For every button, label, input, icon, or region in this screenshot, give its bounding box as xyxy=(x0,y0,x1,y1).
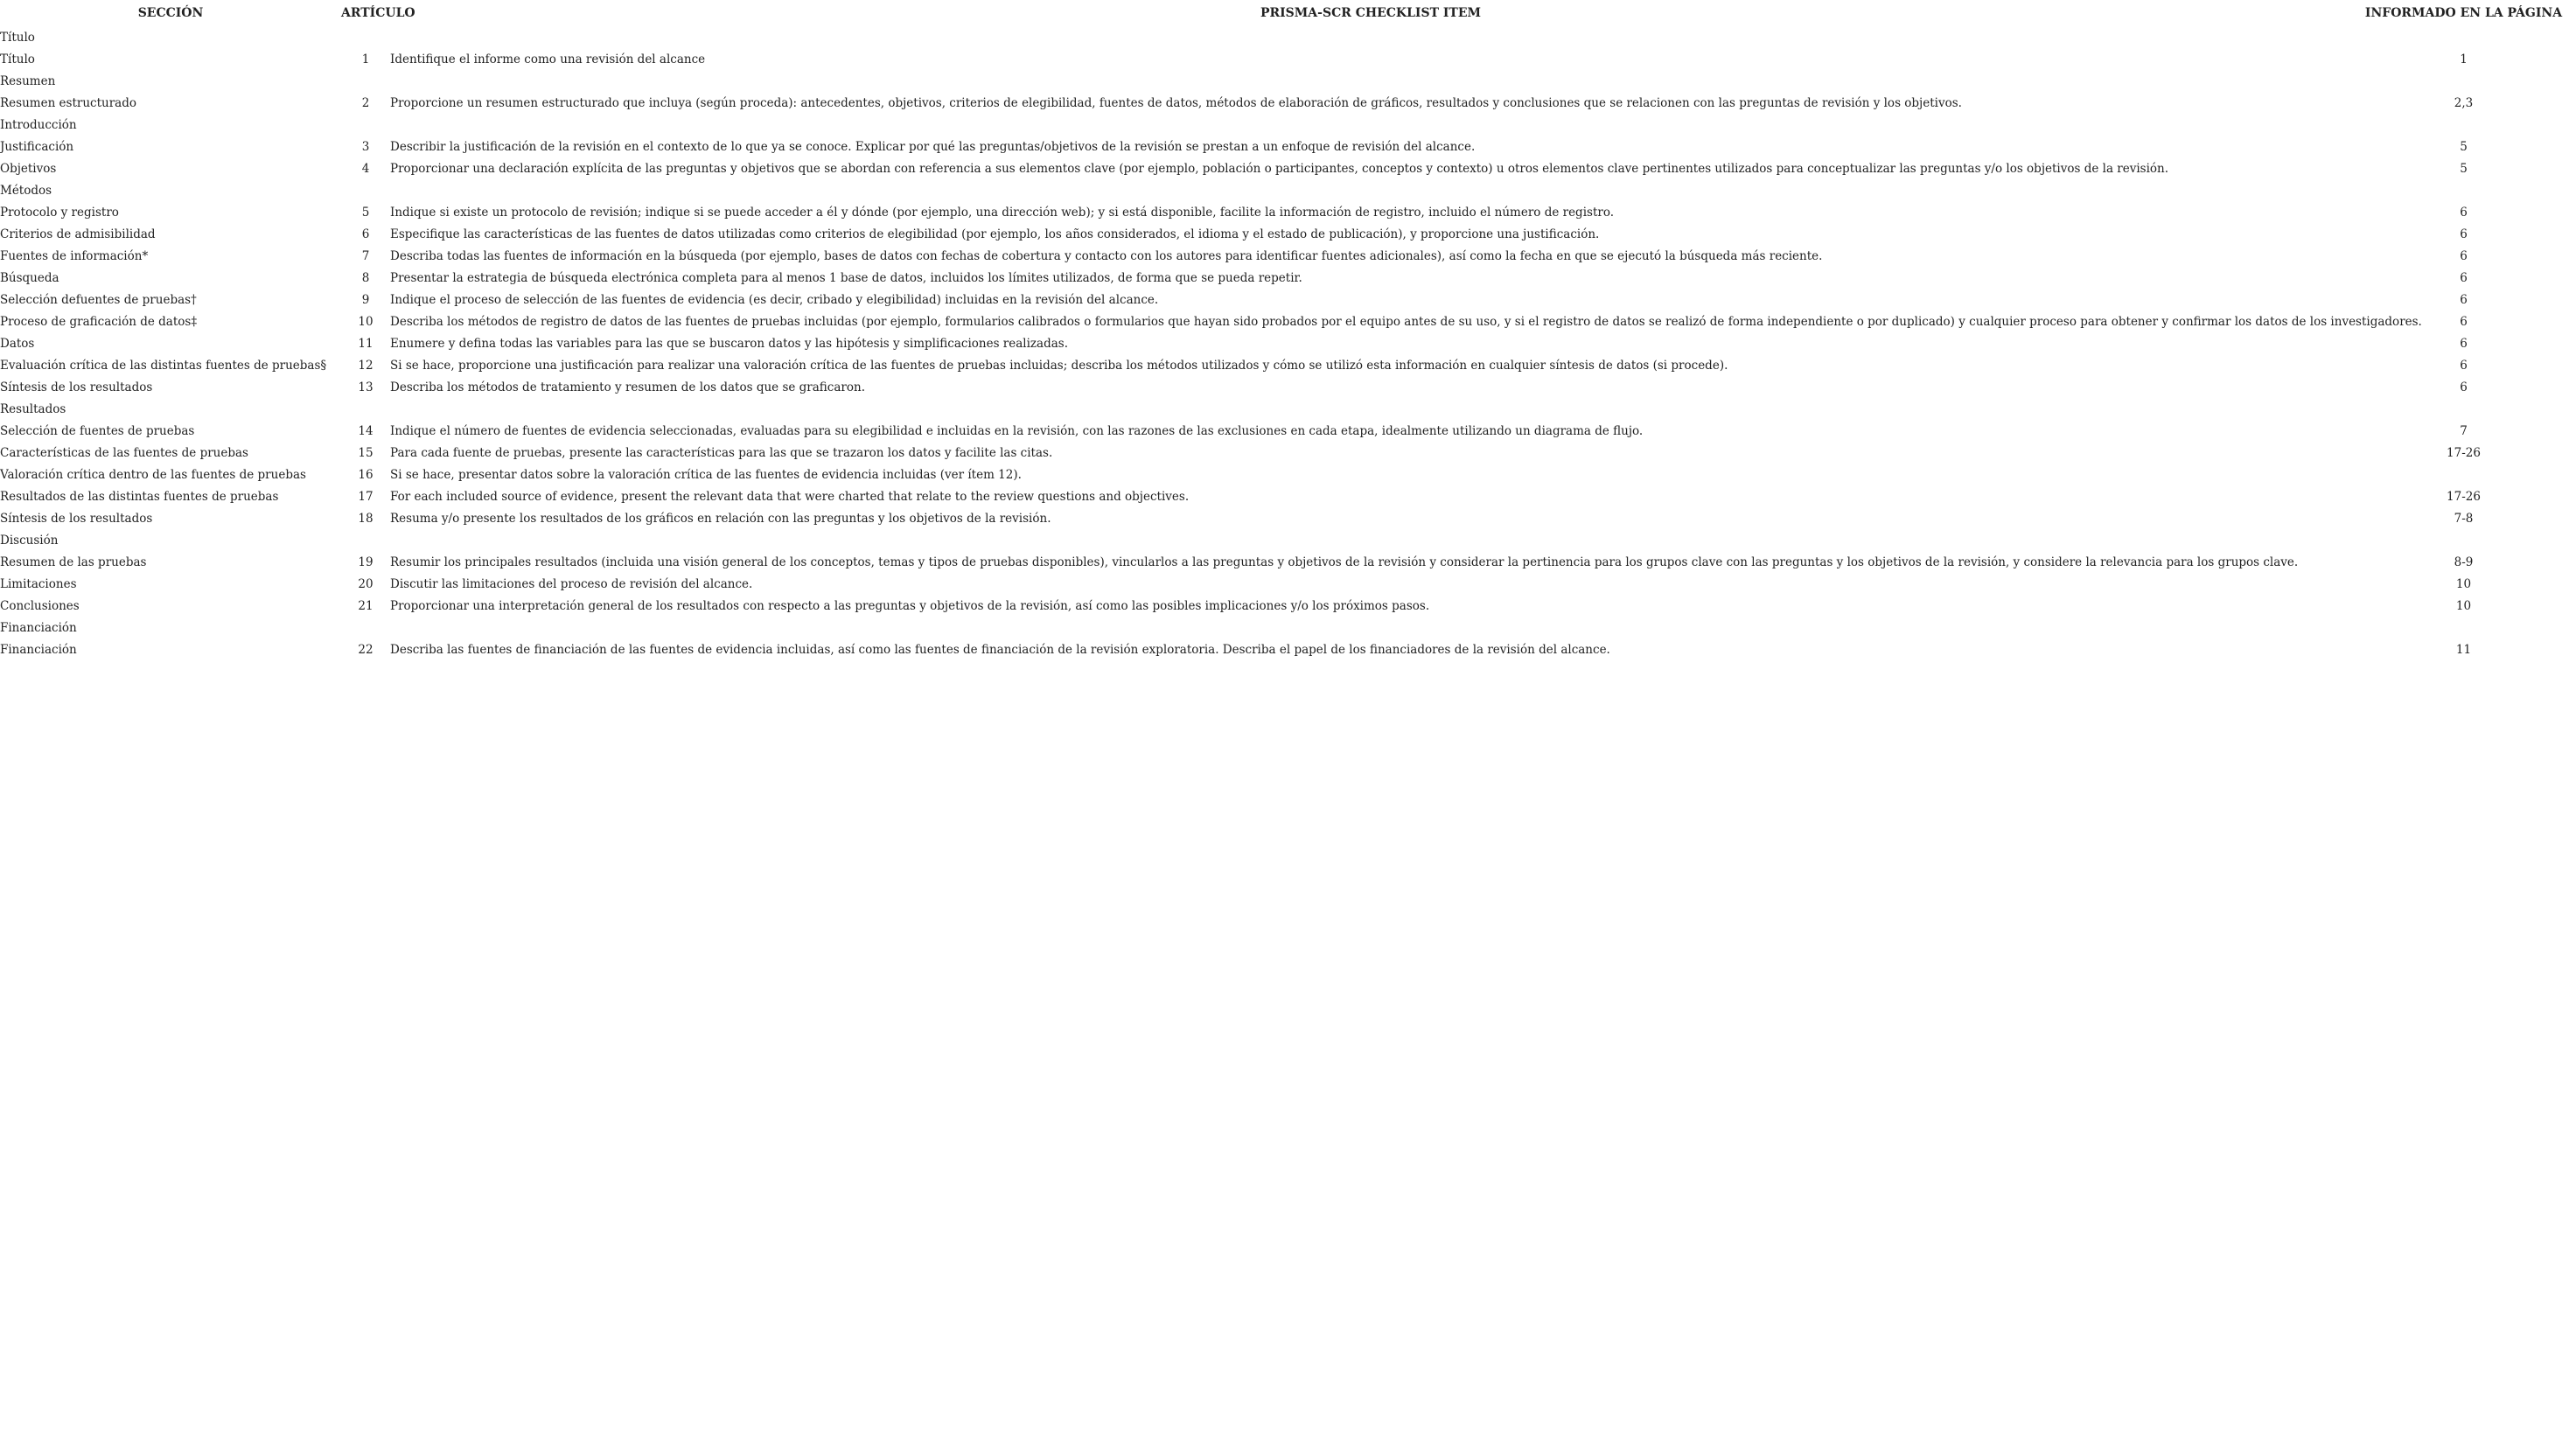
cell-item-number: 3 xyxy=(361,140,370,154)
header-row xyxy=(0,0,2576,27)
cell-item-number: 10 xyxy=(358,315,373,329)
cell-section: Título xyxy=(0,31,35,45)
cell-section: Fuentes de información* xyxy=(0,249,149,263)
cell-item-number: 19 xyxy=(358,555,373,569)
table-row xyxy=(0,246,2576,268)
header-reported-on-page: INFORMADO EN LA PÁGINA xyxy=(2364,6,2563,20)
cell-section: Limitaciones xyxy=(0,577,77,591)
table-header xyxy=(0,0,2576,27)
cell-item-number xyxy=(341,180,390,202)
cell-reported-page: 6 xyxy=(2460,359,2468,373)
cell-checklist-text xyxy=(390,617,2351,639)
cell-item-number: 14 xyxy=(358,424,373,438)
cell-reported-page xyxy=(2351,71,2576,93)
cell-reported-page: 6 xyxy=(2460,249,2468,263)
cell-section: Conclusiones xyxy=(0,599,80,613)
cell-checklist-text: Para cada fuente de pruebas, presente las características para las que se trazaron los datos y facilite las citas. xyxy=(390,446,1053,460)
table-row xyxy=(0,486,2576,508)
cell-reported-page xyxy=(2351,617,2576,639)
table-row xyxy=(0,311,2576,333)
cell-checklist-text: Si se hace, proporcione una justificación para realizar una valoración crítica de las fuentes de pruebas incluidas; describa los métodos utilizados y cómo se utilizó esta información en cualquier síntesis de datos (si procede). xyxy=(390,359,1728,373)
cell-reported-page: 6 xyxy=(2460,206,2468,220)
header-checklist-item: PRISMA-SCR CHECKLIST ITEM xyxy=(1260,6,1482,20)
cell-section: Título xyxy=(0,52,35,66)
cell-checklist-text: Describa los métodos de tratamiento y resumen de los datos que se graficaron. xyxy=(390,380,865,394)
table-row xyxy=(0,596,2576,617)
cell-checklist-text: Resuma y/o presente los resultados de los gráficos en relación con las preguntas y los objetivos de la revisión. xyxy=(390,512,1051,526)
cell-reported-page xyxy=(2351,180,2576,202)
cell-item-number: 8 xyxy=(361,271,370,285)
cell-reported-page xyxy=(2351,530,2576,552)
cell-item-number: 20 xyxy=(358,577,373,591)
cell-section: Búsqueda xyxy=(0,271,59,285)
prisma-scr-checklist-table xyxy=(0,0,2576,661)
cell-reported-page xyxy=(2351,399,2576,421)
cell-section: Resumen xyxy=(0,74,56,88)
cell-section: Proceso de graficación de datos‡ xyxy=(0,315,198,329)
cell-item-number: 22 xyxy=(358,643,373,657)
cell-section: Discusión xyxy=(0,534,59,548)
cell-item-number: 6 xyxy=(361,227,370,241)
cell-item-number xyxy=(341,27,390,49)
cell-reported-page: 7-8 xyxy=(2454,512,2474,526)
cell-checklist-text xyxy=(390,530,2351,552)
cell-item-number: 5 xyxy=(361,206,370,220)
cell-reported-page: 6 xyxy=(2460,227,2468,241)
cell-checklist-text: Discutir las limitaciones del proceso de revisión del alcance. xyxy=(390,577,753,591)
table-row xyxy=(0,158,2576,180)
table-row xyxy=(0,421,2576,443)
cell-section: Financiación xyxy=(0,621,77,635)
cell-item-number: 17 xyxy=(358,490,373,504)
cell-item-number: 16 xyxy=(358,468,373,482)
cell-section: Datos xyxy=(0,337,35,351)
cell-reported-page: 6 xyxy=(2460,380,2468,394)
header-section: SECCIÓN xyxy=(137,6,204,20)
table-row xyxy=(0,49,2576,71)
cell-item-number: 21 xyxy=(358,599,373,613)
cell-checklist-text: Resumir los principales resultados (incluida una visión general de los conceptos, temas y tipos de pruebas disponibles), vincularlos a las preguntas y objetivos de la revisión y considerar la pertinencia para los grupos clave con las preguntas y los objetivos de la revisión, y considere la relevancia para los grupos clave. xyxy=(390,555,2299,569)
cell-item-number xyxy=(341,115,390,136)
cell-reported-page: 10 xyxy=(2455,577,2472,591)
cell-section: Selección de fuentes de pruebas xyxy=(0,424,195,438)
cell-checklist-text: Proporcionar una declaración explícita de las preguntas y objetivos que se abordan con referencia a sus elementos clave (por ejemplo, población o participantes, conceptos y contexto) u otros elementos clave pertinentes utilizados para conceptualizar las preguntas y/o los objetivos de la revisión. xyxy=(390,162,2169,176)
cell-checklist-text: Describa los métodos de registro de datos de las fuentes de pruebas incluidas (por ejemplo, formularios calibrados o formularios que hayan sido probados por el equipo antes de su uso, y si el registro de datos se realizó de forma independiente o por duplicado) y cualquier proceso para obtener y confirmar los datos de los investigadores. xyxy=(390,315,2422,329)
cell-reported-page: 17-26 xyxy=(2447,490,2481,504)
table-row xyxy=(0,464,2576,486)
cell-item-number: 15 xyxy=(358,446,373,460)
cell-reported-page: 5 xyxy=(2460,140,2468,154)
cell-checklist-text: Describa todas las fuentes de información en la búsqueda (por ejemplo, bases de datos con fechas de cobertura y contacto con los autores para identificar fuentes adicionales), así como la fecha en que se ejecutó la búsqueda más reciente. xyxy=(390,249,1823,263)
cell-checklist-text: Proporcione un resumen estructurado que incluya (según proceda): antecedentes, objetivos, criterios de elegibilidad, fuentes de datos, métodos de elaboración de gráficos, resultados y conclusiones que se relacionen con las preguntas de revisión y los objetivos. xyxy=(390,96,1962,110)
cell-section: Protocolo y registro xyxy=(0,206,119,220)
cell-reported-page: 6 xyxy=(2460,337,2468,351)
cell-reported-page xyxy=(2351,27,2576,49)
cell-item-number xyxy=(341,71,390,93)
cell-reported-page: 7 xyxy=(2460,424,2468,438)
cell-item-number: 11 xyxy=(358,337,373,351)
cell-checklist-text xyxy=(390,399,2351,421)
table-row xyxy=(0,530,2576,552)
table-row xyxy=(0,115,2576,136)
cell-checklist-text: Describir la justificación de la revisión en el contexto de lo que ya se conoce. Explicar por qué las preguntas/objetivos de la revisión se prestan a un enfoque de revisión del alcance. xyxy=(390,140,1476,154)
cell-section: Evaluación crítica de las distintas fuentes de pruebas§ xyxy=(0,359,327,373)
cell-section: Síntesis de los resultados xyxy=(0,380,153,394)
cell-checklist-text: Si se hace, presentar datos sobre la valoración crítica de las fuentes de evidencia incluidas (ver ítem 12). xyxy=(390,468,1022,482)
cell-reported-page: 8-9 xyxy=(2454,555,2474,569)
table-row xyxy=(0,552,2576,574)
table-row xyxy=(0,399,2576,421)
cell-section: Selección defuentes de pruebas† xyxy=(0,293,197,307)
table-row xyxy=(0,27,2576,49)
cell-checklist-text xyxy=(390,71,2351,93)
cell-reported-page: 6 xyxy=(2460,315,2468,329)
cell-section: Criterios de admisibilidad xyxy=(0,227,156,241)
cell-section: Síntesis de los resultados xyxy=(0,512,153,526)
cell-section: Características de las fuentes de pruebas xyxy=(0,446,248,460)
cell-reported-page: 1 xyxy=(2460,52,2468,66)
table-row xyxy=(0,574,2576,596)
table-row xyxy=(0,508,2576,530)
cell-reported-page: 5 xyxy=(2460,162,2468,176)
cell-item-number: 9 xyxy=(361,293,370,307)
cell-item-number xyxy=(341,399,390,421)
cell-section: Financiación xyxy=(0,643,77,657)
cell-checklist-text: Describa las fuentes de financiación de las fuentes de evidencia incluidas, así como las fuentes de financiación de la revisión exploratoria. Describa el papel de los financiadores de la revisión del alcance. xyxy=(390,643,1610,657)
cell-reported-page xyxy=(2351,464,2576,486)
cell-item-number: 4 xyxy=(361,162,370,176)
cell-checklist-text: For each included source of evidence, present the relevant data that were charted that relate to the review questions and objectives. xyxy=(390,490,1190,504)
cell-item-number xyxy=(341,530,390,552)
table-row xyxy=(0,333,2576,355)
table-row xyxy=(0,377,2576,399)
cell-checklist-text xyxy=(390,180,2351,202)
cell-reported-page xyxy=(2351,115,2576,136)
cell-section: Justificación xyxy=(0,140,74,154)
cell-item-number: 2 xyxy=(361,96,370,110)
cell-section: Objetivos xyxy=(0,162,57,176)
cell-section: Resumen estructurado xyxy=(0,96,136,110)
cell-section: Métodos xyxy=(0,184,52,198)
table-row xyxy=(0,355,2576,377)
cell-item-number: 18 xyxy=(358,512,373,526)
table-row xyxy=(0,136,2576,158)
cell-item-number: 12 xyxy=(358,359,373,373)
cell-checklist-text xyxy=(390,27,2351,49)
cell-reported-page: 11 xyxy=(2455,643,2472,657)
cell-section: Valoración crítica dentro de las fuentes de pruebas xyxy=(0,468,306,482)
table-row xyxy=(0,93,2576,115)
table-row xyxy=(0,224,2576,246)
cell-reported-page: 6 xyxy=(2460,293,2468,307)
table-row xyxy=(0,202,2576,224)
cell-reported-page: 6 xyxy=(2460,271,2468,285)
cell-checklist-text: Indique el proceso de selección de las fuentes de evidencia (es decir, cribado y elegibilidad) incluidas en la revisión del alcance. xyxy=(390,293,1159,307)
cell-reported-page: 10 xyxy=(2455,599,2472,613)
cell-item-number: 1 xyxy=(361,52,370,66)
cell-section: Resultados xyxy=(0,402,66,416)
table-body xyxy=(0,27,2576,661)
table-row xyxy=(0,639,2576,661)
cell-checklist-text: Especifique las características de las fuentes de datos utilizadas como criterios de elegibilidad (por ejemplo, los años considerados, el idioma y el estado de publicación), y proporcione una justificación. xyxy=(390,227,1600,241)
cell-checklist-text xyxy=(390,115,2351,136)
cell-item-number: 13 xyxy=(358,380,373,394)
cell-reported-page: 2,3 xyxy=(2454,96,2474,110)
table-row xyxy=(0,617,2576,639)
cell-section: Resultados de las distintas fuentes de pruebas xyxy=(0,490,279,504)
table-row xyxy=(0,268,2576,290)
cell-section: Introducción xyxy=(0,118,77,132)
cell-item-number xyxy=(341,617,390,639)
table-row xyxy=(0,290,2576,311)
cell-checklist-text: Proporcionar una interpretación general de los resultados con respecto a las preguntas y objetivos de la revisión, así como las posibles implicaciones y/o los próximos pasos. xyxy=(390,599,1430,613)
table-row xyxy=(0,180,2576,202)
cell-item-number: 7 xyxy=(361,249,370,263)
table-row xyxy=(0,443,2576,464)
cell-checklist-text: Enumere y defina todas las variables para las que se buscaron datos y las hipótesis y simplificaciones realizadas. xyxy=(390,337,1068,351)
cell-reported-page: 17-26 xyxy=(2447,446,2481,460)
cell-checklist-text: Indique si existe un protocolo de revisión; indique si se puede acceder a él y dónde (por ejemplo, una dirección web); y si está disponible, facilite la información de registro, incluido el número de registro. xyxy=(390,206,1615,220)
table-row xyxy=(0,71,2576,93)
cell-checklist-text: Indique el número de fuentes de evidencia seleccionadas, evaluadas para su elegibilidad e incluidas en la revisión, con las razones de las exclusiones en cada etapa, idealmente utilizando un diagrama de flujo. xyxy=(390,424,1644,438)
cell-checklist-text: Presentar la estrategia de búsqueda electrónica completa para al menos 1 base de datos, incluidos los límites utilizados, de forma que se pueda repetir. xyxy=(390,271,1302,285)
cell-section: Resumen de las pruebas xyxy=(0,555,147,569)
cell-checklist-text: Identifique el informe como una revisión del alcance xyxy=(390,52,706,66)
header-item: ARTÍCULO xyxy=(341,6,415,20)
